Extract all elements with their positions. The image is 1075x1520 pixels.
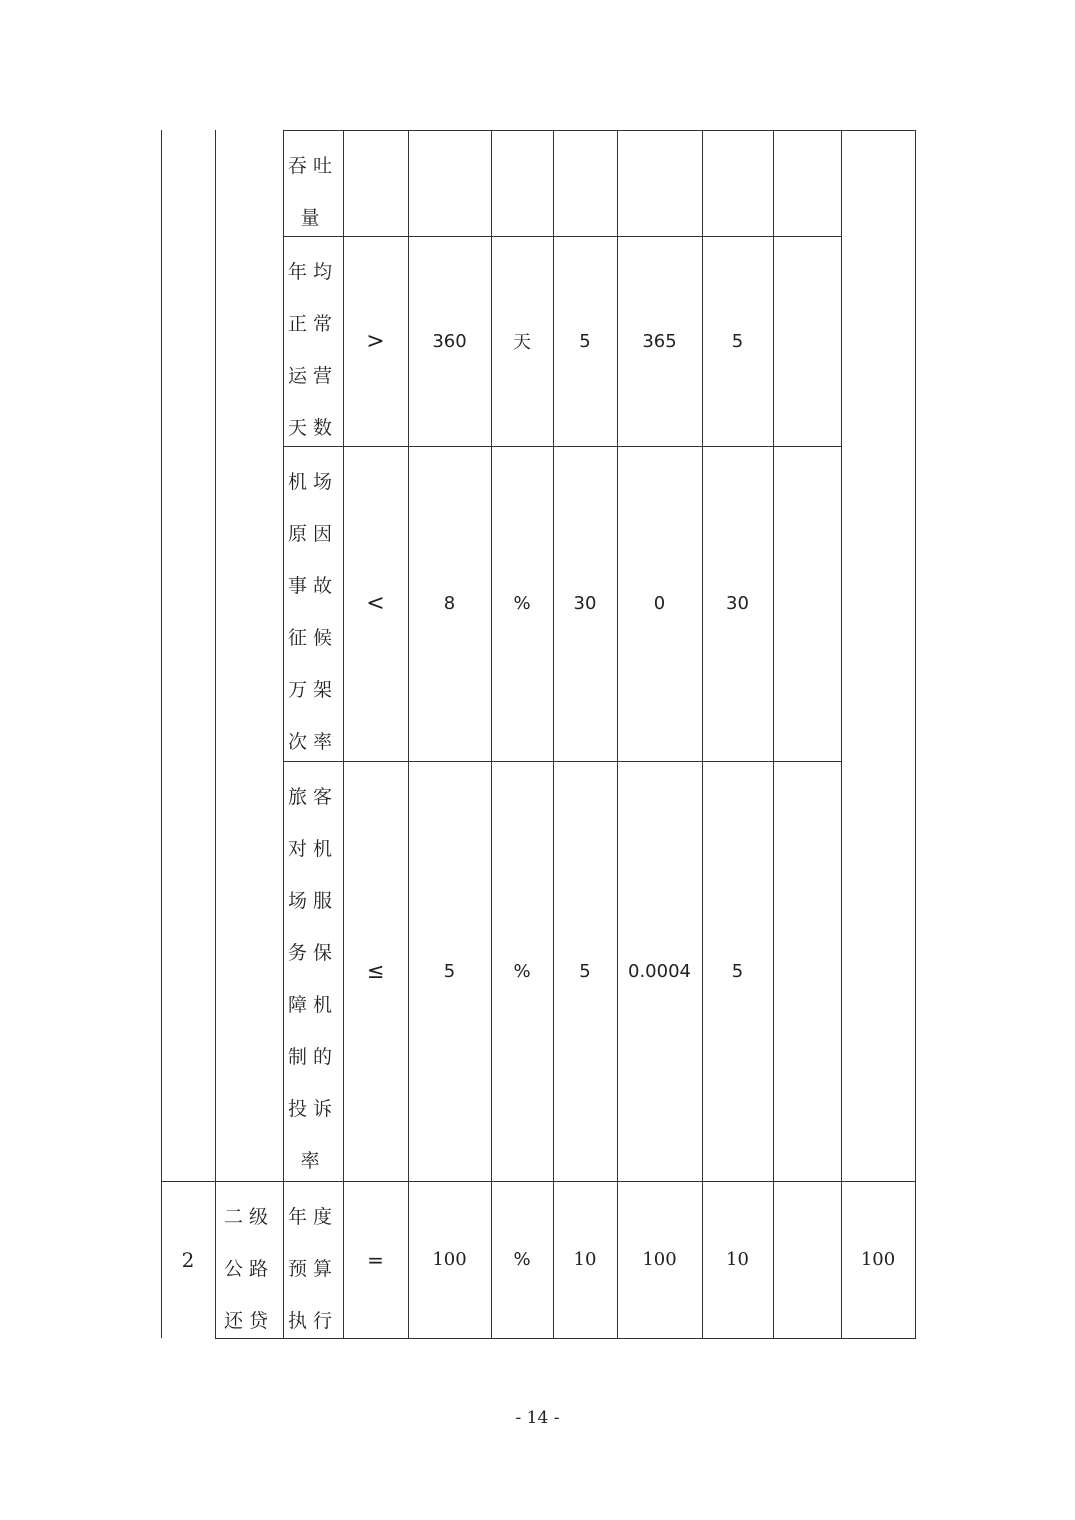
operator-cell: ≤ <box>366 959 385 983</box>
table-border-right <box>915 130 916 1338</box>
project-name <box>215 1191 283 1347</box>
project-line: 二级 <box>223 1206 274 1228</box>
column-divider <box>773 130 774 1338</box>
table-border-left <box>161 130 162 1338</box>
indicator-line: 务保 <box>287 942 338 964</box>
indicator-name <box>283 771 343 1187</box>
actual-cell: 0.0004 <box>628 960 691 982</box>
indicator-line: 吞吐 <box>287 155 338 177</box>
unit-cell: % <box>513 1249 531 1270</box>
sequence-cell: 2 <box>181 1247 195 1272</box>
target-cell: 5 <box>443 960 456 982</box>
indicator-line: 年均 <box>287 261 338 283</box>
indicator-line: 运营 <box>287 365 338 387</box>
actual-cell: 100 <box>642 1249 677 1270</box>
unit-cell: % <box>513 960 531 982</box>
table-border-top <box>283 130 916 131</box>
indicator-line: 障机 <box>287 994 338 1016</box>
score-cell: 10 <box>726 1249 749 1270</box>
indicator-line: 制的 <box>287 1046 338 1068</box>
weight-cell: 5 <box>579 330 591 352</box>
column-divider <box>215 130 216 1338</box>
indicator-line: 事故 <box>287 575 338 597</box>
indicator-line: 机场 <box>287 471 338 493</box>
indicator-line: 旅客 <box>287 786 338 808</box>
indicator-line: 年度 <box>287 1206 338 1228</box>
indicator-line: 次率 <box>287 731 338 753</box>
indicator-line: 正常 <box>287 313 338 335</box>
indicator-line: 天数 <box>287 417 338 439</box>
actual-cell: 365 <box>642 330 677 352</box>
score-cell: 5 <box>731 960 744 982</box>
indicator-line: 执行 <box>287 1310 338 1332</box>
unit-cell: 天 <box>513 332 531 353</box>
indicator-name <box>283 140 343 244</box>
indicator-line: 率 <box>300 1150 326 1172</box>
page-number: - 14 - <box>515 1408 560 1428</box>
indicator-name <box>283 246 343 454</box>
indicator-line: 原因 <box>287 523 338 545</box>
project-line: 公路 <box>223 1258 274 1280</box>
indicator-line: 投诉 <box>287 1098 338 1120</box>
operator-cell: > <box>366 328 385 354</box>
operator-cell: = <box>367 1247 384 1272</box>
indicator-line: 万架 <box>287 679 338 701</box>
column-divider <box>841 130 842 1338</box>
actual-cell: 0 <box>653 593 666 614</box>
target-cell: 100 <box>432 1249 467 1270</box>
indicator-name <box>283 1191 343 1347</box>
unit-cell: % <box>513 593 531 614</box>
target-cell: 8 <box>443 593 456 614</box>
indicator-name <box>283 456 343 768</box>
weight-cell: 30 <box>573 593 597 614</box>
score-cell: 5 <box>731 330 744 352</box>
indicator-line: 预算 <box>287 1258 338 1280</box>
indicator-line: 场服 <box>287 890 338 912</box>
weight-cell: 10 <box>573 1249 597 1270</box>
weight-cell: 5 <box>579 960 591 982</box>
target-cell: 360 <box>432 330 467 352</box>
score-cell: 30 <box>726 593 749 614</box>
indicator-line: 征候 <box>287 627 338 649</box>
indicator-line: 对机 <box>287 838 338 860</box>
total-score-cell: 100 <box>860 1249 896 1270</box>
project-line: 还贷 <box>223 1310 274 1332</box>
indicator-line: 量 <box>300 207 326 229</box>
operator-cell: < <box>366 591 385 616</box>
